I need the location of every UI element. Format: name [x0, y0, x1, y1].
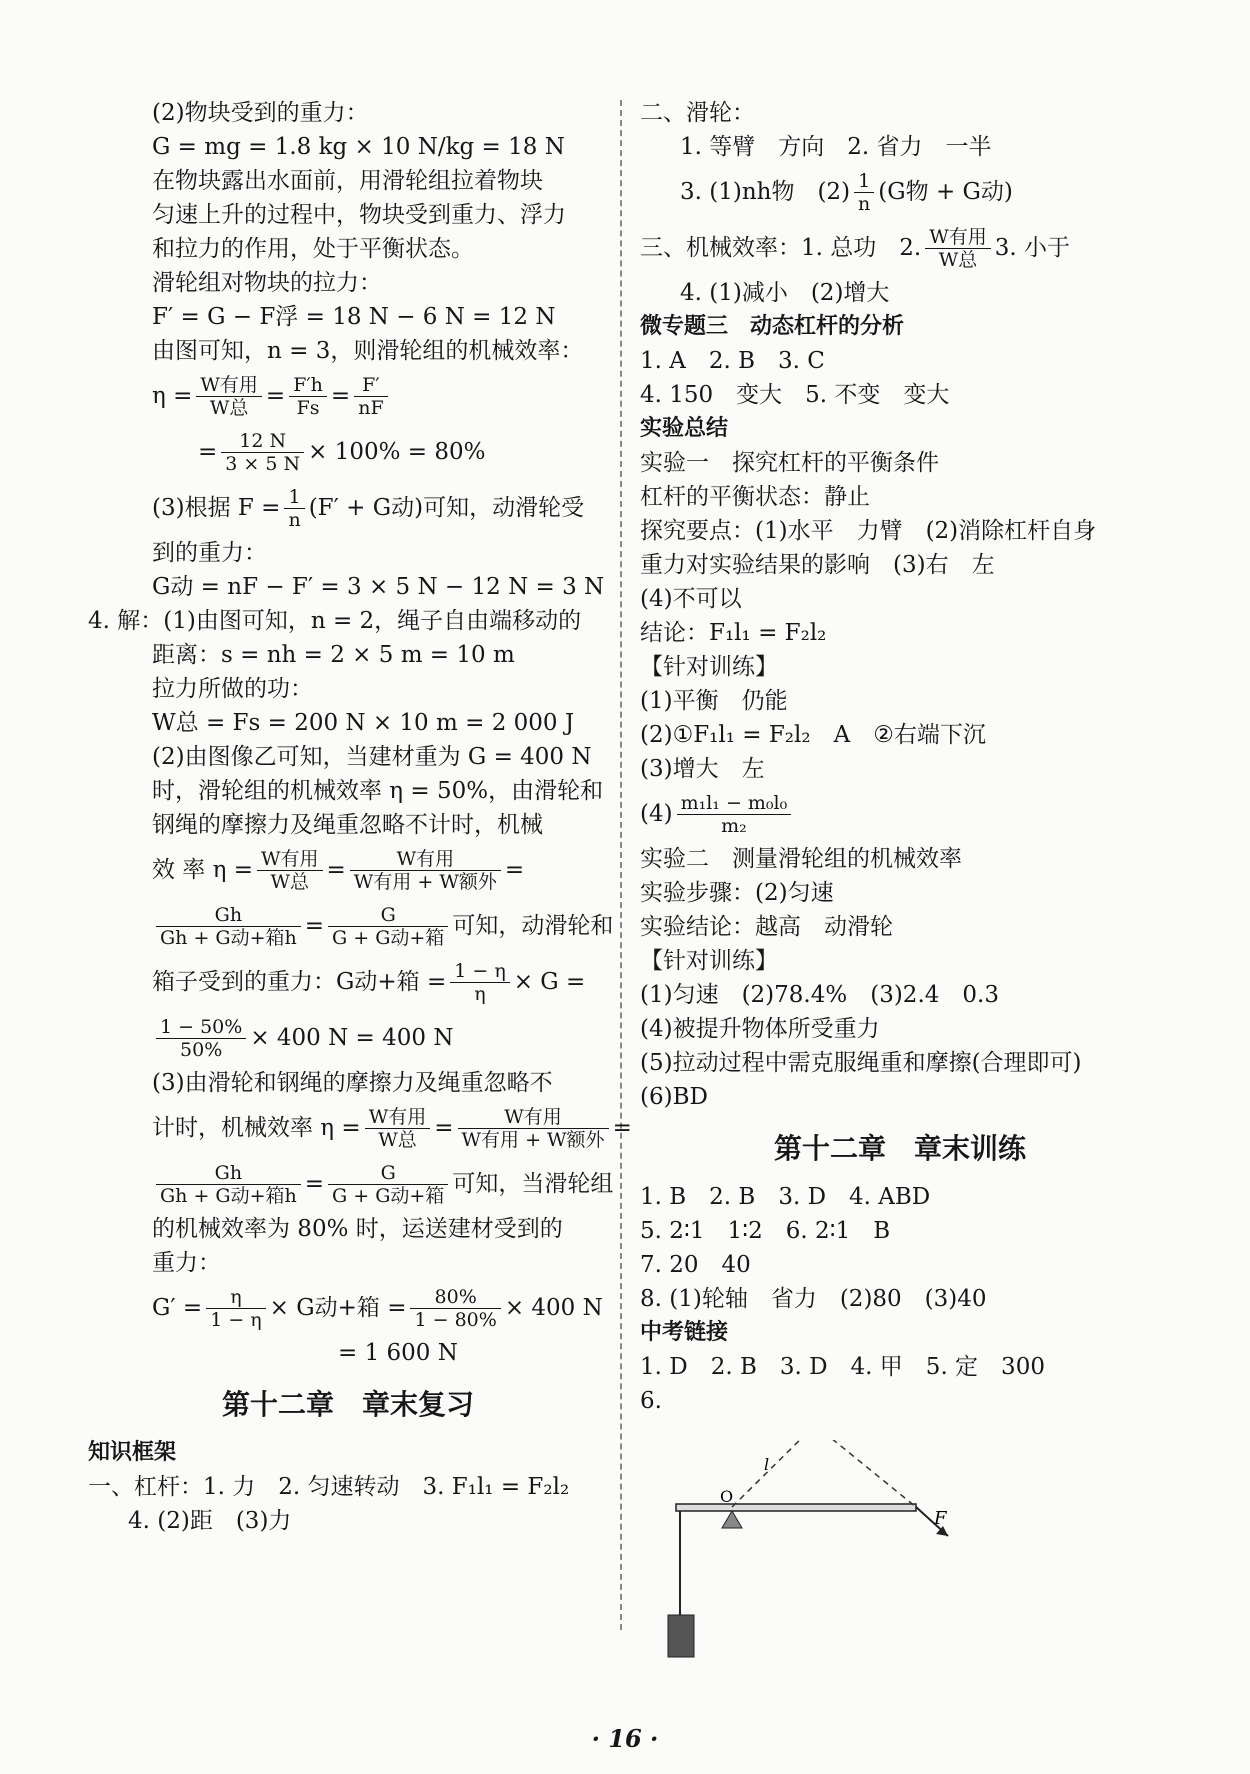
fraction: $\frac{1 - 50\%}{50\%}$ — [156, 1016, 246, 1061]
text-line: F′ = G − F浮 = 18 N − 6 N = 12 N — [152, 304, 556, 330]
text-line: 的机械效率为 80% 时，运送建材受到的 — [152, 1216, 563, 1242]
text-line: 实验一 探究杠杆的平衡条件 — [640, 450, 939, 476]
hanging-weight — [668, 1615, 694, 1657]
section-heading: 微专题三 动态杠杆的分析 — [640, 314, 905, 339]
lever-bar — [676, 1504, 916, 1511]
section-heading: 知识框架 — [88, 1440, 177, 1465]
fulcrum — [722, 1511, 742, 1528]
text-line: 4. (2)距 (3)力 — [128, 1508, 292, 1534]
efficiency-result: = $\frac{12 N}{3 \times 5 N}$ × 100% = 80% — [198, 429, 486, 475]
text-line: 实验步骤：(2)匀速 — [640, 880, 834, 906]
fraction: $\frac{1 - \eta}{\eta}$ — [450, 960, 509, 1005]
formula-line: 计时，机械效率 η = $\frac{\text{W有用}}{\text{W总}}$ = $\frac{\text{W有用}}{\text{W有用 + W额外}}$ = — [152, 1105, 632, 1151]
text-line: 1. A 2. B 3. C — [640, 348, 825, 374]
text-line: 实验二 测量滑轮组的机械效率 — [640, 846, 962, 872]
text-line: (6)BD — [640, 1084, 708, 1110]
text-line: 滑轮组对物块的拉力： — [152, 270, 382, 296]
text-line: W总 = Fs = 200 N × 10 m = 2 000 J — [152, 710, 575, 736]
fraction: $\frac{\text{W有用}}{\text{W总}}$ — [365, 1106, 431, 1151]
text-line: 结论：F₁l₁ = F₂l₂ — [640, 620, 827, 646]
text-line: (1)平衡 仍能 — [640, 688, 788, 714]
text-line: 【针对训练】 — [640, 948, 778, 974]
force-arm-line — [732, 1440, 815, 1507]
text-line: 5. 2∶1 1∶2 6. 2∶1 B — [640, 1218, 891, 1244]
fraction: $\frac{F'h}{Fs}$ — [289, 374, 327, 419]
force-line-extension — [815, 1440, 916, 1507]
text-line: (3)增大 左 — [640, 756, 765, 782]
text-line: 距离：s = nh = 2 × 5 m = 10 m — [152, 642, 515, 668]
force-label: F — [934, 1508, 947, 1529]
text-line: (3)由滑轮和钢绳的摩擦力及绳重忽略不 — [152, 1070, 553, 1096]
chapter-review-title: 第十二章 章末复习 — [221, 1388, 474, 1421]
text-line: 6. — [640, 1388, 662, 1414]
text-line: (4)不可以 — [640, 586, 742, 612]
text-line: 1. 等臂 方向 2. 省力 一半 — [680, 134, 992, 160]
fraction: $\frac{1}{n}$ — [284, 486, 304, 531]
fraction: $\frac{\text{m₁l₁ − m₀l₀}}{\text{m₂}}$ — [677, 792, 792, 837]
formula-line: $\frac{1 - 50\%}{50\%}$ × 400 N = 400 N — [88, 1010, 608, 1066]
fraction: $\frac{\text{W有用}}{\text{W有用 + W额外}}$ — [350, 848, 501, 893]
fraction: $\frac{G}{\text{G + G动+箱}}$ — [328, 1162, 448, 1207]
fraction: $\frac{12 N}{3 \times 5 N}$ — [221, 430, 304, 475]
text-line: (2)物块受到的重力： — [152, 100, 369, 126]
fraction: $\frac{Gh}{\text{Gh + G动+箱h}}$ — [156, 904, 301, 949]
question-4: 4. 解：(1)由图可知，n = 2，绳子自由端移动的 — [88, 608, 582, 634]
right-column — [640, 96, 1160, 1418]
text-line: 重力对实验结果的影响 (3)右 左 — [640, 552, 995, 578]
text-line: 二、滑轮： — [640, 100, 755, 126]
formula-line: $\frac{Gh}{\text{Gh + G动+箱h}}$ = $\frac{G}{\text{G + G动+箱}}$ 可知，当滑轮组 — [88, 1156, 608, 1212]
fraction: $\frac{G}{\text{G + G动+箱}}$ — [328, 904, 448, 949]
section-heading: 实验总结 — [640, 416, 729, 441]
text-line: (4)被提升物体所受重力 — [640, 1016, 880, 1042]
text-line: 实验结论：越高 动滑轮 — [640, 914, 893, 940]
section-heading: 中考链接 — [640, 1320, 729, 1345]
text-line: 拉力所做的功： — [152, 676, 313, 702]
chapter-training-title: 第十二章 章末训练 — [773, 1132, 1026, 1165]
text-line: 重力： — [152, 1250, 221, 1276]
text-line: G动 = nF − F′ = 3 × 5 N − 12 N = 3 N — [152, 574, 605, 600]
fraction: $\frac{F'}{nF}$ — [354, 374, 387, 419]
formula-line: (4) $\frac{\text{m₁l₁ − m₀l₀}}{\text{m₂}}$ — [640, 786, 1160, 842]
text-line: (1)匀速 (2)78.4% (3)2.4 0.3 — [640, 982, 999, 1008]
formula-line: 三、机械效率：1. 总功 2. $\frac{\text{W有用}}{\text{W总}}$ 3. 小于 — [640, 225, 1070, 271]
formula-line: $\frac{Gh}{\text{Gh + G动+箱h}}$ = $\frac{G}{\text{G + G动+箱}}$ 可知，动滑轮和 — [88, 898, 608, 954]
text-line: 4. 150 变大 5. 不变 变大 — [640, 382, 950, 408]
formula-line: 效 率 η = $\frac{\text{W有用}}{\text{W总}}$ = $\frac{\text{W有用}}{\text{W有用 + W额外}}$ = — [152, 847, 525, 893]
fraction: $\frac{1}{n}$ — [854, 170, 874, 215]
fraction: $\frac{Gh}{\text{Gh + G动+箱h}}$ — [156, 1162, 301, 1207]
text-line: 探究要点：(1)水平 力臂 (2)消除杠杆自身 — [640, 518, 1097, 544]
text-line: 1. D 2. B 3. D 4. 甲 5. 定 300 — [640, 1354, 1045, 1380]
text-line: 钢绳的摩擦力及绳重忽略不计时，机械 — [152, 812, 543, 838]
efficiency-formula: η = $\frac{\text{W有用}}{\text{W总}}$ = $\frac{F'h}{Fs}$ = $\frac{F'}{nF}$ — [88, 368, 608, 424]
text-line: = 1 600 N — [338, 1340, 458, 1366]
text-line: 在物块露出水面前，用滑轮组拉着物块 — [152, 168, 543, 194]
fraction: $\frac{\text{W有用}}{\text{W总}}$ — [257, 848, 323, 893]
column-divider — [620, 100, 622, 1630]
text-line: 到的重力： — [152, 540, 267, 566]
lever-diagram — [660, 1440, 950, 1660]
text-line: 匀速上升的过程中，物块受到重力、浮力 — [152, 202, 566, 228]
fraction: $\frac{\text{W有用}}{\text{W有用 + W额外}}$ — [458, 1106, 609, 1151]
formula-line: 3. (1)nh物 (2) $\frac{1}{n}$ (G物 + G动) — [680, 169, 1013, 215]
left-column — [88, 96, 632, 1538]
arm-label: l — [764, 1455, 770, 1474]
text-line: G = mg = 1.8 kg × 10 N/kg = 18 N — [152, 134, 565, 160]
text-line: 【针对训练】 — [640, 654, 778, 680]
fraction: $\frac{\text{W有用}}{\text{W总}}$ — [925, 226, 991, 271]
text-line: 4. (1)减小 (2)增大 — [680, 280, 890, 306]
formula-line: 箱子受到的重力：G动+箱 = $\frac{1 - \eta}{\eta}$ × G = — [152, 959, 586, 1005]
fraction: $\frac{\text{W有用}}{\text{W总}}$ — [196, 374, 262, 419]
text-line: (2)①F₁l₁ = F₂l₂ A ②右端下沉 — [640, 722, 986, 748]
text-line: 一、杠杆：1. 力 2. 匀速转动 3. F₁l₁ = F₂l₂ — [88, 1474, 570, 1500]
fraction: $\frac{\eta}{1 - \eta}$ — [206, 1286, 265, 1331]
text-line: (5)拉动过程中需克服绳重和摩擦(合理即可) — [640, 1050, 1082, 1076]
text-line: 和拉力的作用，处于平衡状态。 — [152, 236, 474, 262]
fraction: $\frac{80\%}{1 - 80\%}$ — [410, 1286, 500, 1331]
text-line: (2)由图像乙可知，当建材重为 G = 400 N — [152, 744, 592, 770]
formula-line: G′ = $\frac{\eta}{1 - \eta}$ × G动+箱 = $\frac{80\%}{1 - 80\%}$ × 400 N — [152, 1285, 603, 1331]
text-line: 8. (1)轮轴 省力 (2)80 (3)40 — [640, 1286, 987, 1312]
pivot-label: O — [720, 1487, 734, 1506]
text-line: 1. B 2. B 3. D 4. ABD — [640, 1184, 931, 1210]
text-line: 杠杆的平衡状态：静止 — [640, 484, 870, 510]
formula-line: (3)根据 F = $\frac{1}{n}$ (F′ + G动)可知，动滑轮受 — [152, 485, 585, 531]
text-line: 由图可知，n = 3，则滑轮组的机械效率： — [152, 338, 584, 364]
text-line: 7. 20 40 — [640, 1252, 751, 1278]
text-line: 时，滑轮组的机械效率 η = 50%，由滑轮和 — [152, 778, 604, 804]
page-number: · 16 · — [591, 1724, 659, 1753]
